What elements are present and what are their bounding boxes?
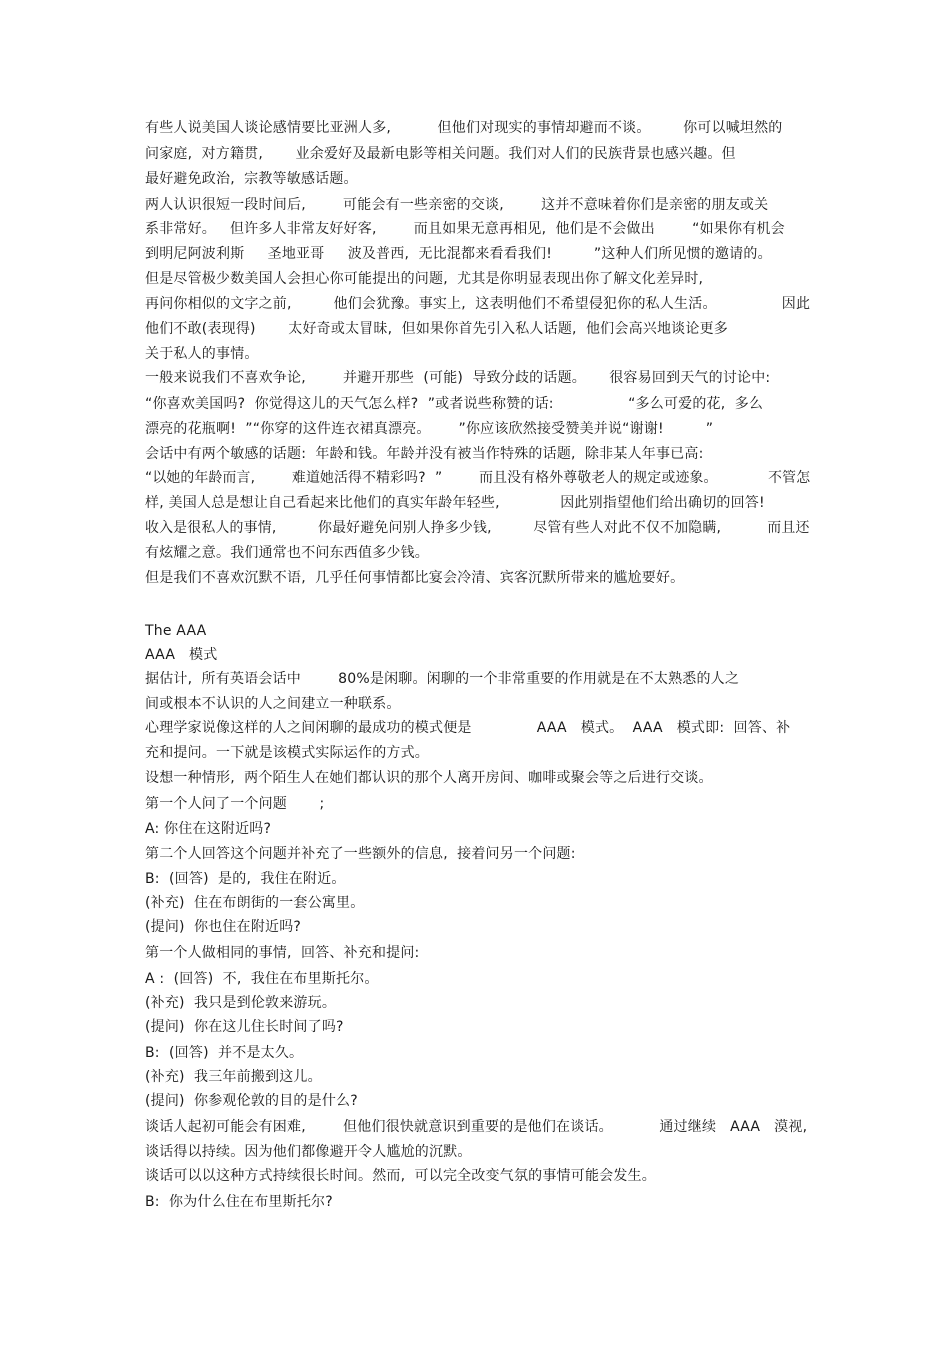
paragraph-line: 有些人说美国人谈论感情要比亚洲人多, 但他们对现实的事情却避而不谈。 你可以喊坦然的 <box>145 120 783 136</box>
dialogue-line: (提问) 你在这儿住长时间了吗? <box>145 1019 344 1035</box>
paragraph-line: 最好避免政治, 宗教等敏感话题。 <box>145 171 358 187</box>
paragraph-line: 第二个人回答这个问题并补充了一些额外的信息, 接着问另一个问题: <box>145 846 576 862</box>
paragraph-line: 关于私人的事情。 <box>145 346 259 362</box>
paragraph-line: 系非常好。 但许多人非常友好好客, 而且如果无意再相见, 他们是不会做出 “如果你有机会 <box>145 221 785 237</box>
paragraph-line: 间或根本不认识的人之间建立一种联系。 <box>145 696 401 712</box>
paragraph-line: 谈话人起初可能会有困难, 但他们很快就意识到重要的是他们在谈话。 通过继续 AAA 漠视, <box>145 1119 808 1135</box>
dialogue-line: B: 你为什么住在布里斯托尔? <box>145 1194 333 1210</box>
paragraph-line: 据估计, 所有英语会话中 80%是闲聊。闲聊的一个非常重要的作用就是在不太熟悉的人之 <box>145 671 740 687</box>
dialogue-line: A: 你住在这附近吗? <box>145 821 272 837</box>
paragraph-line: 设想一种情形, 两个陌生人在她们都认识的那个人离开房间、咖啡或聚会等之后进行交谈。 <box>145 770 713 786</box>
paragraph-line: 问家庭, 对方籍贯, 业余爱好及最新电影等相关问题。我们对人们的民族背景也感兴趣。但 <box>145 146 736 162</box>
paragraph-line: 到明尼阿波利斯 圣地亚哥 波及普西, 无比混都来看看我们! ”这种人们所见惯的邀请的。 <box>145 246 772 262</box>
dialogue-line: (补充) 住在布朗街的一套公寓里。 <box>145 895 365 911</box>
dialogue-line: B: (回答) 并不是太久。 <box>145 1045 304 1061</box>
paragraph-line: 心理学家说像这样的人之间闲聊的最成功的模式便是 AAA 模式。 AAA 模式即: 回答、补 <box>145 720 791 736</box>
dialogue-line: (提问) 你也住在附近吗? <box>145 919 302 935</box>
paragraph-line: 但是我们不喜欢沉默不语, 几乎任何事情都比宴会冷清、宾客沉默所带来的尴尬要好。 <box>145 570 685 586</box>
paragraph-line: 但是尽管极少数美国人会担心你可能提出的问题, 尤其是你明显表现出你了解文化差异时, <box>145 271 704 287</box>
dialogue-line: (提问) 你参观伦敦的目的是什么? <box>145 1093 358 1109</box>
dialogue-line: A : (回答) 不, 我住在布里斯托尔。 <box>145 971 379 987</box>
paragraph-line: 有炫耀之意。我们通常也不问东西值多少钱。 <box>145 545 429 561</box>
dialogue-line: (补充) 我三年前搬到这儿。 <box>145 1069 322 1085</box>
paragraph-line: 两人认识很短一段时间后, 可能会有一些亲密的交谈, 这并不意味着你们是亲密的朋友或关 <box>145 197 769 213</box>
paragraph-line: 第一个人做相同的事情, 回答、补充和提问: <box>145 945 420 961</box>
paragraph-line: 样, 美国人总是想让自己看起来比他们的真实年龄年轻些, 因此别指望他们给出确切的回答! <box>145 495 765 511</box>
paragraph-line: 漂亮的花瓶啊! ”“你穿的这件连衣裙真漂亮。 ”你应该欣然接受赞美并说“谢谢! ” <box>145 421 714 437</box>
section-heading: The AAA <box>145 623 207 639</box>
paragraph-line: 谈话得以持续。因为他们都像避开令人尴尬的沉默。 <box>145 1144 472 1160</box>
paragraph-line: 收入是很私人的事情, 你最好避免问别人挣多少钱, 尽管有些人对此不仅不加隐瞒, 而且还 <box>145 520 810 536</box>
paragraph-line: 一般来说我们不喜欢争论, 并避开那些 (可能) 导致分歧的话题。 很容易回到天气的讨论中: <box>145 370 771 386</box>
paragraph-line: 他们不敢(表现得) 太好奇或太冒昧, 但如果你首先引入私人话题, 他们会高兴地谈论更多 <box>145 321 728 337</box>
dialogue-line: (补充) 我只是到伦敦来游玩。 <box>145 995 337 1011</box>
paragraph-line: 会话中有两个敏感的话题: 年龄和钱。年龄并没有被当作特殊的话题, 除非某人年事已高: <box>145 446 704 462</box>
paragraph-line: “你喜欢美国吗? 你觉得这儿的天气怎么样? ”或者说些称赞的话: “多么可爱的花, 多么 <box>145 396 764 412</box>
paragraph-line: 再问你相似的文字之前, 他们会犹豫。事实上, 这表明他们不希望侵犯你的私人生活。 因此 <box>145 296 811 312</box>
paragraph-line: 充和提问。一下就是该模式实际运作的方式。 <box>145 745 429 761</box>
dialogue-line: B: (回答) 是的, 我住在附近。 <box>145 871 346 887</box>
paragraph-line: 第一个人问了一个问题 ; <box>145 796 325 812</box>
paragraph-line: “以她的年龄而言, 难道她活得不精彩吗? ” 而且没有格外尊敬老人的规定或迹象。 不管怎 <box>145 470 811 486</box>
paragraph-line: 谈话可以以这种方式持续很长时间。然而, 可以完全改变气氛的事情可能会发生。 <box>145 1168 656 1184</box>
section-subheading: AAA 模式 <box>145 647 218 663</box>
